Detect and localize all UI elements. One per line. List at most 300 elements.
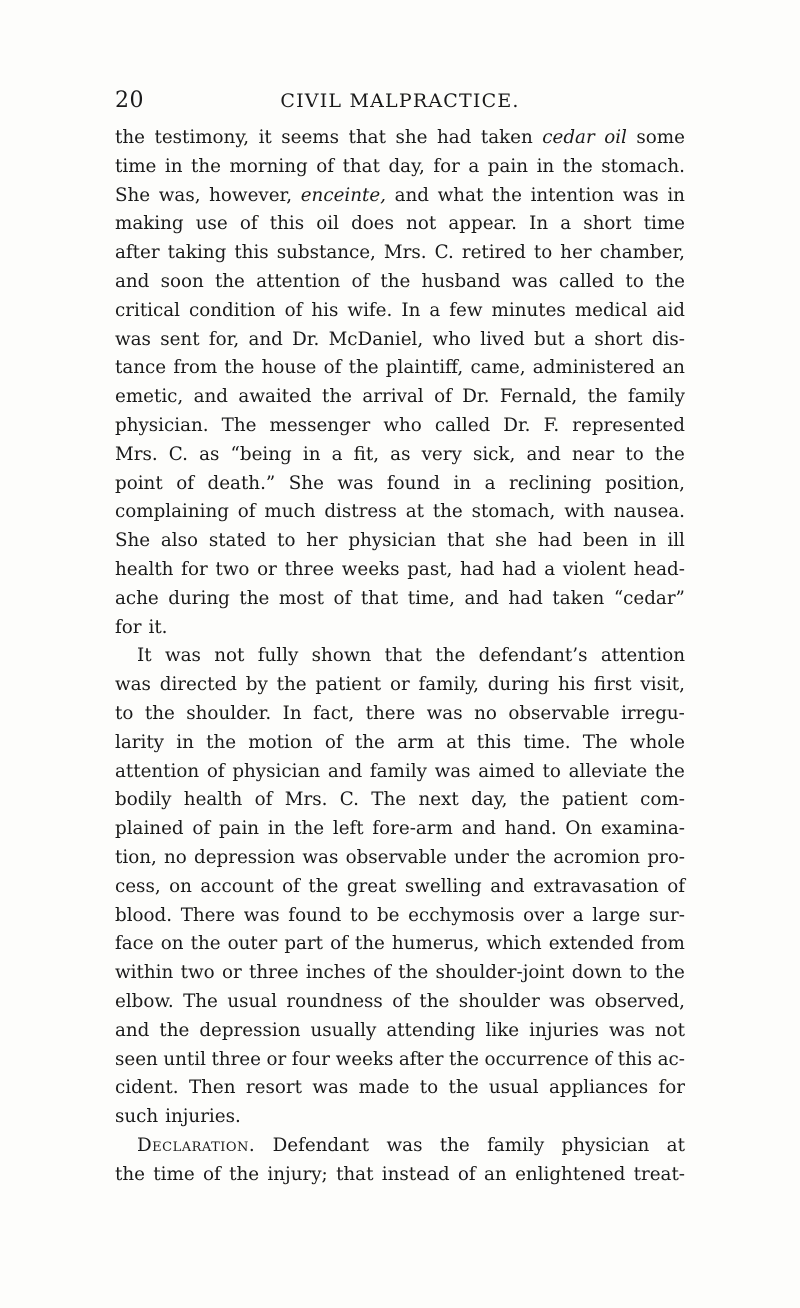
word: larity xyxy=(115,731,165,753)
word: short xyxy=(583,213,632,235)
word: his xyxy=(558,674,586,696)
word: the xyxy=(491,184,522,206)
word: had xyxy=(436,127,472,148)
text-line xyxy=(115,153,685,182)
word: the xyxy=(144,702,175,724)
word: aimed xyxy=(478,760,535,782)
word: was xyxy=(312,1077,349,1099)
word: depression xyxy=(199,1019,301,1041)
word: that xyxy=(446,530,485,552)
word: In xyxy=(282,702,302,724)
word: of xyxy=(667,875,685,897)
word: in xyxy=(667,184,685,206)
word: The xyxy=(371,789,407,811)
word: and xyxy=(115,1019,150,1041)
word: however, xyxy=(209,184,293,206)
word: hand. xyxy=(504,818,557,840)
word: most xyxy=(278,587,324,609)
word: the xyxy=(398,962,429,984)
word: health xyxy=(115,558,174,580)
text-line xyxy=(115,642,685,671)
word: In xyxy=(401,299,421,321)
word: swelling xyxy=(404,875,482,897)
word: after xyxy=(398,1048,444,1070)
word: family xyxy=(487,1134,545,1156)
word: Declaration. xyxy=(137,1134,256,1156)
word: three xyxy=(284,558,335,580)
word: C. xyxy=(168,443,188,465)
word: chamber, xyxy=(599,242,685,264)
word: fact, xyxy=(313,702,355,724)
word: critical xyxy=(115,299,181,321)
word: three xyxy=(249,962,299,984)
word: found xyxy=(386,472,440,494)
word: She xyxy=(288,472,324,494)
word: was xyxy=(608,1019,645,1041)
word: cident. xyxy=(115,1077,179,1099)
word: shown xyxy=(311,645,372,667)
word: a xyxy=(331,443,343,465)
word: and xyxy=(193,386,229,408)
word: not xyxy=(214,645,245,667)
word: the xyxy=(322,386,352,408)
word: Dr. xyxy=(292,328,320,350)
word: was xyxy=(426,702,463,724)
word: of xyxy=(203,1163,221,1185)
word: shoulder. xyxy=(186,702,272,724)
word: for xyxy=(115,616,142,638)
word: husband xyxy=(421,270,501,292)
paragraph xyxy=(115,124,685,642)
word: to xyxy=(625,270,644,292)
word: Then xyxy=(188,1077,236,1099)
word: the xyxy=(516,846,547,868)
word: of xyxy=(192,818,211,840)
text-line xyxy=(115,556,685,585)
word: there xyxy=(365,702,416,724)
word: attending xyxy=(386,1019,476,1041)
word: She xyxy=(115,184,151,206)
word: bodily xyxy=(115,789,172,811)
word: from xyxy=(641,933,685,955)
word: of xyxy=(206,760,225,782)
word: for xyxy=(658,1077,685,1099)
word: of xyxy=(324,731,343,753)
word: from xyxy=(173,357,218,379)
word: that xyxy=(384,645,422,667)
word: for, xyxy=(208,328,240,350)
word: of xyxy=(392,990,410,1012)
word: had xyxy=(508,587,543,609)
word: to xyxy=(419,1077,439,1099)
word: observable xyxy=(345,846,447,868)
text-line xyxy=(115,1103,685,1132)
word: shoulder xyxy=(458,990,540,1012)
word: few xyxy=(449,299,483,321)
word: and xyxy=(490,875,525,897)
word: found xyxy=(288,904,342,926)
word: a xyxy=(544,558,556,580)
word: came, xyxy=(470,357,526,379)
word: defendant’s xyxy=(478,645,588,667)
word: that xyxy=(348,127,386,148)
word: injuries xyxy=(529,1019,599,1041)
word: the xyxy=(439,1134,470,1156)
word: motion xyxy=(248,731,313,753)
word: on xyxy=(169,875,192,897)
word: taking xyxy=(167,242,227,264)
word: after xyxy=(115,242,160,264)
word: his xyxy=(311,299,339,321)
word: in xyxy=(453,472,472,494)
word: the xyxy=(276,674,307,696)
word: the xyxy=(562,155,593,177)
word: the xyxy=(519,789,550,811)
text-line xyxy=(115,815,685,844)
word: her xyxy=(560,242,592,264)
word: ac- xyxy=(657,1048,685,1070)
word: down xyxy=(571,962,622,984)
word: not xyxy=(406,213,437,235)
word: made xyxy=(358,1077,410,1099)
word: three xyxy=(211,1048,261,1070)
word: but xyxy=(534,328,565,350)
word: tance xyxy=(115,357,167,379)
word: fully xyxy=(257,645,299,667)
word: be xyxy=(376,904,400,926)
word: during xyxy=(487,674,550,696)
word: making xyxy=(115,213,184,235)
word: weeks xyxy=(341,558,400,580)
text-line xyxy=(115,1074,685,1103)
word: for xyxy=(433,155,460,177)
word: face xyxy=(115,933,154,955)
word: cess, xyxy=(115,875,161,897)
word: family xyxy=(369,760,427,782)
word: day, xyxy=(471,789,508,811)
word: of xyxy=(457,1163,476,1185)
word: and xyxy=(394,184,430,206)
word: called xyxy=(434,414,491,436)
word: attention xyxy=(600,645,685,667)
word: whole xyxy=(629,731,685,753)
word: much xyxy=(264,501,316,523)
word: ill xyxy=(667,530,685,552)
word: taken xyxy=(480,127,533,148)
text-line xyxy=(115,585,685,614)
word: represented xyxy=(572,414,685,436)
word: substance, xyxy=(276,242,376,264)
word: sur- xyxy=(648,904,685,926)
word: the xyxy=(214,270,245,292)
word: elbow. xyxy=(115,990,174,1012)
word: observable xyxy=(508,702,610,724)
word: Dr. xyxy=(462,386,490,408)
word: was xyxy=(386,1134,423,1156)
word: patient xyxy=(562,789,628,811)
word: alleviate xyxy=(568,760,648,782)
word: “cedar” xyxy=(613,587,685,609)
word: irregu- xyxy=(621,702,685,724)
text-line xyxy=(115,412,685,441)
word: of xyxy=(373,962,391,984)
word: she xyxy=(495,530,528,552)
word: was xyxy=(302,846,339,868)
word: to xyxy=(533,242,553,264)
word: ache xyxy=(115,587,159,609)
word: near xyxy=(571,443,615,465)
word: or xyxy=(266,1048,287,1070)
word: administered xyxy=(532,357,656,379)
word: family, xyxy=(418,674,479,696)
word: patient xyxy=(315,674,382,696)
text-line xyxy=(115,297,685,326)
word: was xyxy=(511,270,548,292)
word: Fernald, xyxy=(499,386,578,408)
word: usual xyxy=(227,990,277,1012)
word: over xyxy=(523,904,565,926)
word: the xyxy=(308,875,339,897)
word: in xyxy=(164,155,183,177)
word: to xyxy=(349,904,369,926)
word: examina- xyxy=(600,818,685,840)
word: emetic, xyxy=(115,386,184,408)
word: Mrs. xyxy=(115,443,158,465)
word: as xyxy=(390,443,411,465)
word: was xyxy=(243,904,280,926)
word: left xyxy=(332,818,364,840)
word: health xyxy=(183,789,243,811)
word: appliances xyxy=(548,1077,649,1099)
word: of xyxy=(284,299,303,321)
word: morning xyxy=(229,155,308,177)
text-line xyxy=(115,527,685,556)
word: treat- xyxy=(633,1163,685,1185)
word: arm xyxy=(397,731,435,753)
word: had xyxy=(460,558,495,580)
word: was xyxy=(622,184,659,206)
word: “being xyxy=(230,443,292,465)
word: very xyxy=(421,443,462,465)
word: that xyxy=(360,587,399,609)
word: messenger xyxy=(269,414,371,436)
word: of xyxy=(594,1048,613,1070)
text-line xyxy=(115,700,685,729)
word: the xyxy=(654,760,685,782)
word: pro- xyxy=(647,846,685,868)
word: minutes xyxy=(491,299,566,321)
text-line xyxy=(115,873,685,902)
word: also xyxy=(160,530,199,552)
text-line xyxy=(115,441,685,470)
word: was, xyxy=(158,184,201,206)
word: at xyxy=(666,1134,685,1156)
word: Mrs. xyxy=(284,789,328,811)
word: was xyxy=(549,990,586,1012)
word: aid xyxy=(656,299,685,321)
word: which xyxy=(486,933,542,955)
word: observed, xyxy=(594,990,685,1012)
word: F. xyxy=(543,414,560,436)
word: death.” xyxy=(207,472,276,494)
word: tion, xyxy=(115,846,157,868)
word: the xyxy=(159,1019,190,1041)
word: was xyxy=(115,674,151,696)
word: to xyxy=(542,760,561,782)
text-line xyxy=(115,182,685,211)
word: the xyxy=(432,501,463,523)
word: physician xyxy=(348,530,437,552)
word: and xyxy=(115,270,150,292)
word: sent xyxy=(160,328,200,350)
word: first xyxy=(593,674,632,696)
word: head- xyxy=(633,558,685,580)
word: stomach. xyxy=(601,155,685,177)
text-line xyxy=(115,902,685,931)
word: time. xyxy=(523,731,571,753)
word: physician. xyxy=(115,414,209,436)
text-line xyxy=(115,326,685,355)
word: the xyxy=(587,386,618,408)
word: retired xyxy=(461,242,526,264)
word: past, xyxy=(407,558,453,580)
word: Mrs. xyxy=(383,242,427,264)
word: and xyxy=(464,587,499,609)
word: Dr. xyxy=(503,414,531,436)
word: The xyxy=(183,990,218,1012)
word: fit, xyxy=(353,443,380,465)
word: seen xyxy=(115,1048,158,1070)
word: the xyxy=(654,270,685,292)
word: time xyxy=(115,155,157,177)
word: physician xyxy=(232,760,321,782)
word: at xyxy=(446,731,465,753)
word: plaintiff, xyxy=(385,357,464,379)
word: time xyxy=(153,1163,195,1185)
word: the xyxy=(294,818,325,840)
word: physician xyxy=(561,1134,650,1156)
word: like xyxy=(485,1019,520,1041)
word: family xyxy=(627,386,685,408)
word: McDaniel, xyxy=(328,328,424,350)
word: It xyxy=(137,645,152,667)
word: and xyxy=(461,818,496,840)
word: blood. xyxy=(115,904,173,926)
word: or xyxy=(389,674,410,696)
word: in xyxy=(267,818,286,840)
word: depression xyxy=(194,846,296,868)
text-line xyxy=(115,239,685,268)
word: awaited xyxy=(238,386,312,408)
word: day, xyxy=(388,155,425,177)
text-line xyxy=(115,930,685,959)
word: no xyxy=(474,702,497,724)
text-line xyxy=(115,671,685,700)
word: weeks xyxy=(335,1048,394,1070)
word: to xyxy=(625,443,644,465)
word: outer xyxy=(227,933,278,955)
word: of xyxy=(176,472,194,494)
word: next xyxy=(418,789,459,811)
word: and xyxy=(526,443,561,465)
text-line xyxy=(115,354,685,383)
word: cedar xyxy=(542,127,595,148)
word: the xyxy=(419,990,450,1012)
text-line xyxy=(115,1132,685,1161)
word: sick, xyxy=(472,443,516,465)
word: with xyxy=(564,501,605,523)
word: and xyxy=(327,760,363,782)
word: pain xyxy=(487,155,529,177)
word: such xyxy=(115,1106,159,1128)
word: this xyxy=(617,1048,653,1070)
word: an xyxy=(484,1163,507,1185)
paragraph xyxy=(115,642,685,1132)
word: had xyxy=(537,530,573,552)
word: great xyxy=(346,875,397,897)
page-number: 20 xyxy=(115,88,144,113)
text-line xyxy=(115,383,685,412)
word: of xyxy=(330,933,348,955)
word: condition xyxy=(189,299,276,321)
word: part xyxy=(284,933,324,955)
word: by xyxy=(245,674,268,696)
word: of xyxy=(323,357,342,379)
word: C. xyxy=(339,789,359,811)
text-line xyxy=(115,614,685,643)
word: of xyxy=(434,386,452,408)
text-line xyxy=(115,1017,685,1046)
word: occurrence xyxy=(484,1048,589,1070)
word: in xyxy=(176,731,194,753)
word: the xyxy=(239,587,270,609)
word: of xyxy=(351,270,370,292)
word: directed xyxy=(159,674,237,696)
word: until xyxy=(163,1048,206,1070)
word: taken xyxy=(552,587,605,609)
word: point xyxy=(115,472,163,494)
word: resort xyxy=(245,1077,302,1099)
word: was xyxy=(164,645,201,667)
word: she xyxy=(395,127,428,148)
word: been xyxy=(583,530,629,552)
word: house xyxy=(261,357,317,379)
word: the xyxy=(448,1048,479,1070)
word: C. xyxy=(434,242,454,264)
word: intention xyxy=(530,184,615,206)
word: that xyxy=(342,155,380,177)
text-line xyxy=(115,124,685,153)
word: distress xyxy=(324,501,397,523)
word: the xyxy=(190,933,221,955)
word: the xyxy=(191,155,221,177)
word: There xyxy=(180,904,236,926)
word: of xyxy=(333,587,352,609)
word: extravasation xyxy=(533,875,659,897)
paragraph xyxy=(115,1132,685,1190)
word: The xyxy=(221,414,257,436)
word: the xyxy=(654,962,685,984)
word: violent xyxy=(562,558,626,580)
word: of xyxy=(254,789,273,811)
word: Defendant xyxy=(272,1134,370,1156)
text-line xyxy=(115,470,685,499)
word: a xyxy=(572,904,584,926)
word: of xyxy=(316,155,335,177)
word: a xyxy=(429,299,441,321)
word: On xyxy=(565,818,593,840)
word: who xyxy=(383,414,422,436)
